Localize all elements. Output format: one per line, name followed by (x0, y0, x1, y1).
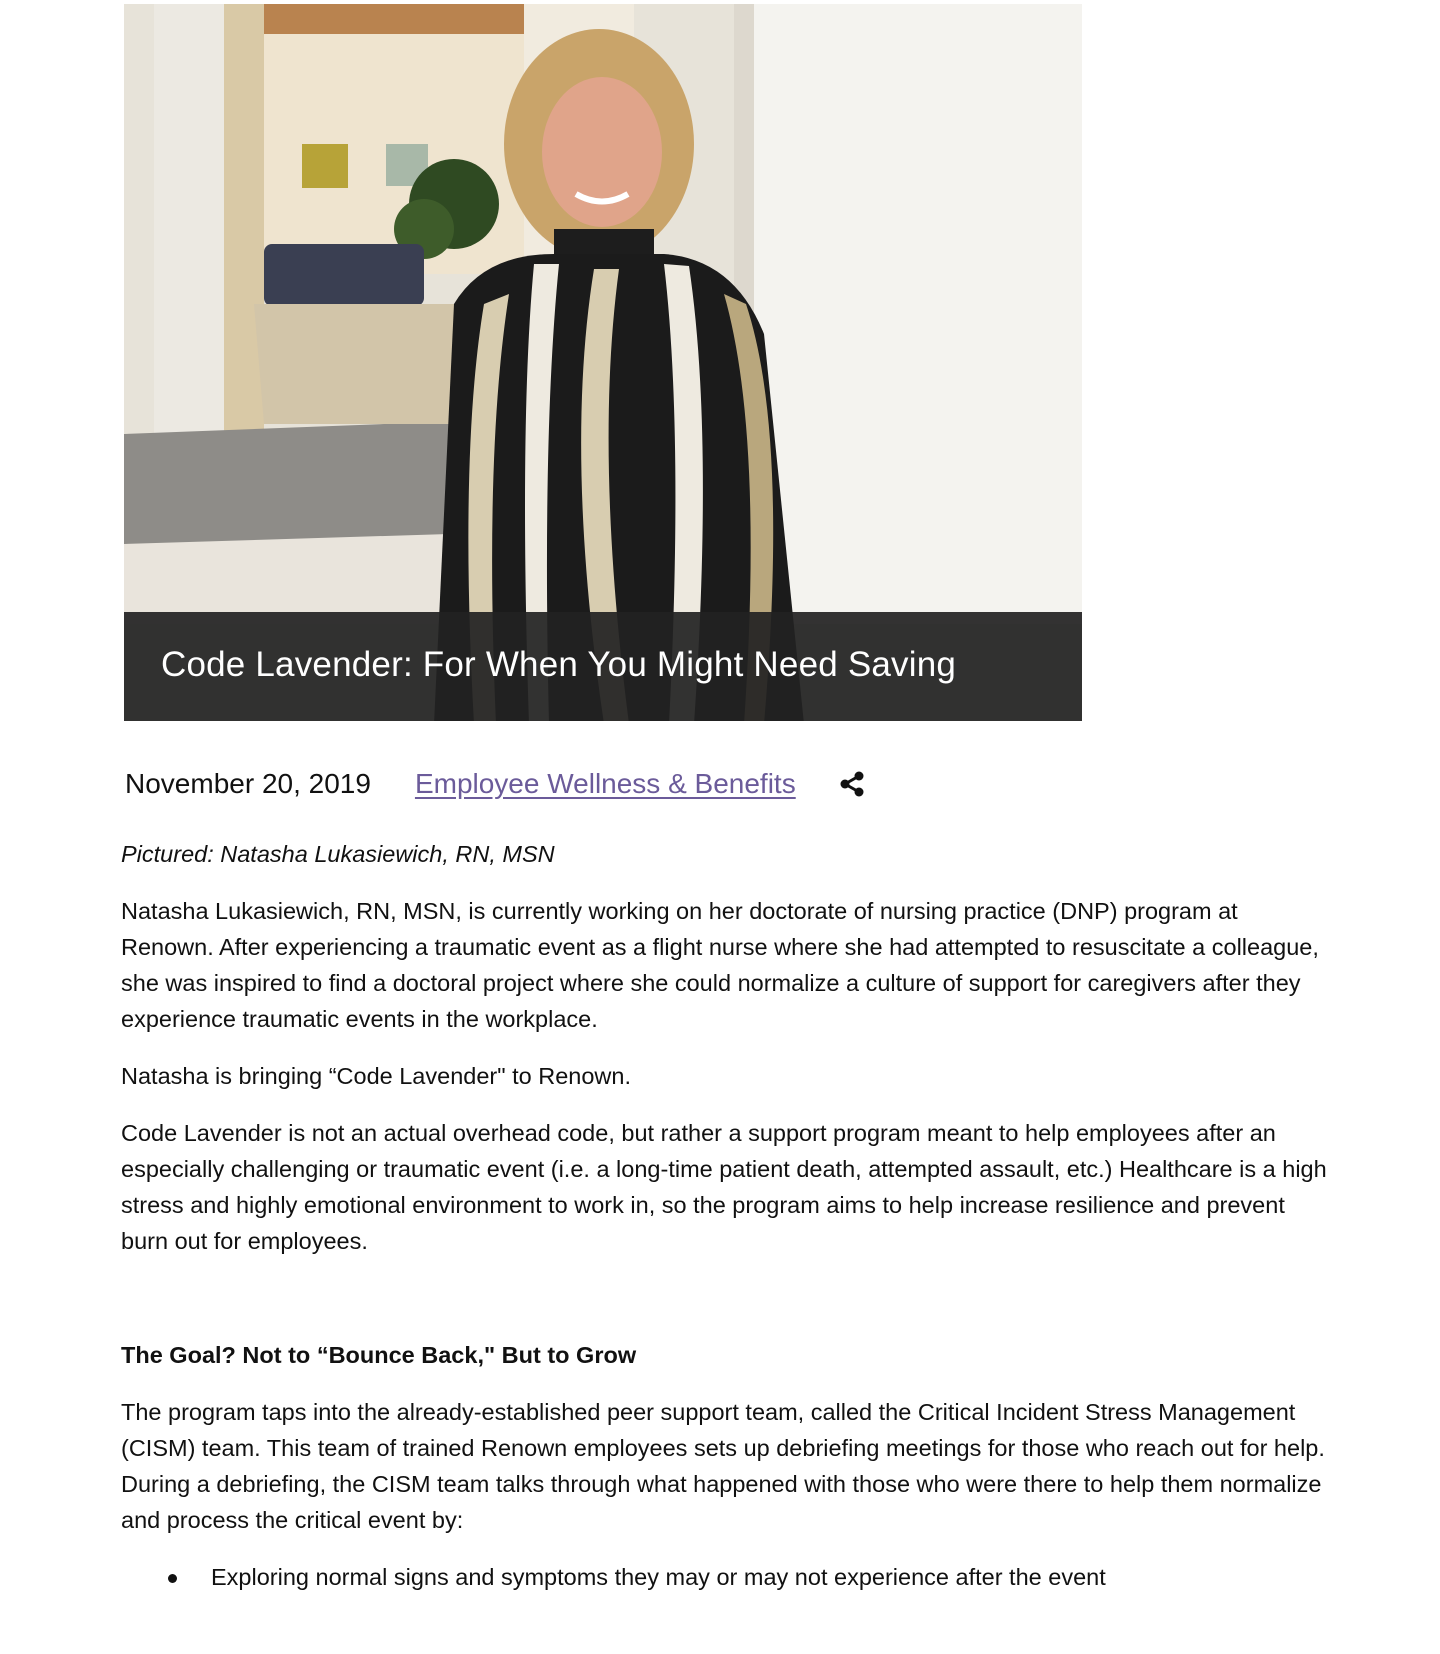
article-body (121, 836, 1331, 1595)
publish-date: November 20, 2019 (125, 768, 371, 799)
article-paragraph: Natasha Lukasiewich, RN, MSN, is currently working on her doctorate of nursing practice (DNP) program at Renown. After experiencing a traumatic event as a flight nurse where she had attempted to resuscitate a colleague, she was inspired to find a doctoral project where she could normalize a culture of support for caregivers after they experience traumatic events in the workplace. (121, 898, 1319, 1032)
article-title: Code Lavender: For When You Might Need Saving (161, 645, 957, 684)
article-paragraph: The program taps into the already-established peer support team, called the Critical Incident Stress Management (CISM) team. This team of trained Renown employees sets up debriefing meetings for those who reach out for help. During a debriefing, the CISM team talks through what happened with those who were there to help them normalize and process the critical event by: (121, 1399, 1325, 1533)
photo-caption: Pictured: Natasha Lukasiewich, RN, MSN (121, 841, 555, 867)
share-icon (839, 771, 865, 797)
bullet-list (121, 1559, 1331, 1595)
category-link[interactable]: Employee Wellness & Benefits (414, 768, 796, 799)
share-button[interactable] (838, 770, 866, 798)
list-item-text: Exploring normal signs and symptoms they may or may not experience after the event (211, 1564, 1106, 1590)
hero-caption-bar (124, 612, 1082, 721)
section-heading: The Goal? Not to “Bounce Back," But to Grow (121, 1342, 637, 1368)
list-item (121, 1559, 1331, 1595)
article-meta (125, 764, 866, 804)
article-paragraph: Natasha is bringing “Code Lavender" to Renown. (121, 1063, 631, 1089)
bullet-icon (168, 1574, 177, 1583)
article-paragraph: Code Lavender is not an actual overhead code, but rather a support program meant to help employees after an especially challenging or traumatic event (i.e. a long-time patient death, attempted assault, etc.) Healthcare is a high stress and highly emotional environment to work in, so the program aims to help increase resilience and prevent burn out for employees. (121, 1120, 1327, 1254)
hero-image (124, 4, 1082, 721)
